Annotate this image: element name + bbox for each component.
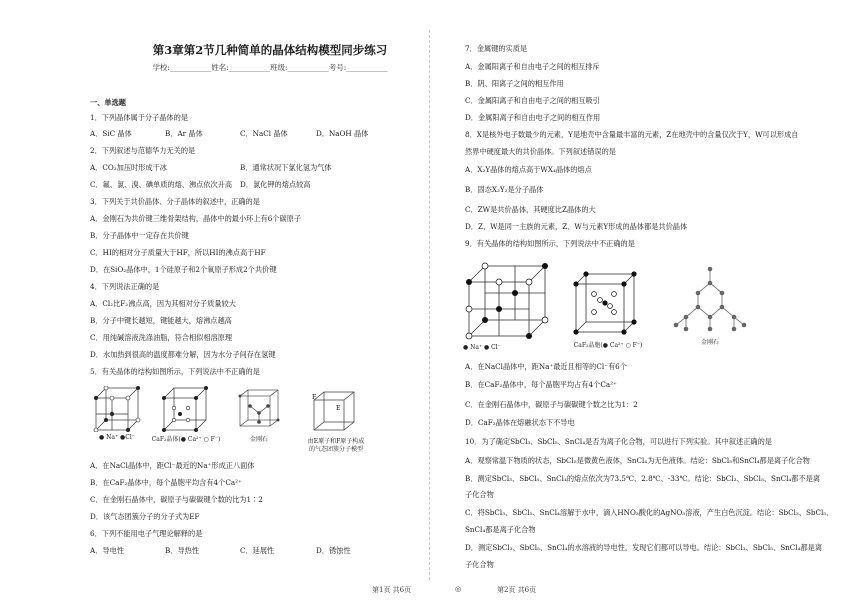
section-heading: 一、单选题	[90, 98, 126, 107]
q9-caption-nacl: ● Na⁺ ● Cl⁻	[463, 344, 501, 351]
q8-option-d: D．Z、W是同一主族的元素，Z、W与元素Y形成的晶体都是共价晶体	[465, 222, 688, 231]
q6-option-a: A．导电性	[90, 546, 124, 555]
q1-option-c: C．NaCl 晶体	[240, 129, 288, 138]
q10-option-c-cont: SnCl₄都是离子化合物	[465, 525, 536, 534]
page-divider	[429, 30, 430, 580]
nacl-cell-figure	[463, 262, 549, 340]
q1-option-b: B．Ar 晶体	[165, 129, 203, 138]
q7-option-b: B．阴、阳离子之间的相互作用	[465, 79, 564, 88]
q7-option-d: D．金属阳离子和自由电子之间的相互作用	[465, 113, 601, 122]
question-2: 2．下列叙述与范德华力无关的是	[90, 146, 196, 155]
diamond-lattice-figure	[670, 265, 750, 333]
nacl-cube-figure	[92, 386, 142, 432]
q9-option-b: B．在CaF₂晶体中，每个晶胞平均占有4个Ca²⁺	[465, 380, 617, 389]
cluster-label-e: E	[336, 405, 341, 412]
question-5: 5．有关晶体的结构如图所示，下列说法中不正确的是	[90, 367, 260, 376]
caf2-cell-figure	[572, 270, 638, 336]
question-9: 9．有关晶体的结构如图所示，下列说法中不正确的是	[465, 239, 635, 248]
question-7: 7．金属键的实质是	[465, 44, 528, 53]
q5-option-b: B．在CaF₂晶体中，每个晶胞平均含有4个Ca²⁺	[90, 478, 242, 487]
q5-caption-cluster-1: 由E原子和F原子构成	[307, 438, 365, 445]
question-6: 6．下列不能用电子气理论解释的是	[90, 529, 203, 538]
student-info-line: 学校:___________姓名:___________班级:___________考号:___________	[152, 63, 388, 72]
q8-option-c: C．ZW是共价晶体，其硬度比Z晶体的大	[465, 205, 596, 214]
q10-option-d-cont: 子化合物	[465, 560, 494, 569]
q7-option-c: C．金属阳离子和自由电子之间的相互吸引	[465, 96, 600, 105]
q10-option-b: B．测定SbCl₃、SbCl₅、SnCl₄的熔点依次为73.5℃、2.8℃、-33℃。结论：SbCl₃、SbCl₅、SnCl₄都不是离	[465, 474, 821, 483]
q10-option-b-cont: 子化合物	[465, 490, 494, 499]
q9-caption-caf2: CaF₂晶胞(● Ca²⁺ ○ F⁻)	[573, 342, 643, 349]
diamond-figure	[236, 386, 282, 432]
q4-option-b: B．分子中键长越短，键能越大，熔沸点越高	[90, 316, 232, 325]
q10-option-a: A．观察常温下物质的状态，SbCl₅是微黄色液体，SnCl₄为无色液体。结论：SbCl₅和SnCl₄都是离子化合物	[465, 456, 810, 465]
q3-option-d: D．在SiO₂晶体中，1个硅原子和2个氧原子形成2个共价键	[90, 265, 277, 274]
q6-option-b: B．导热性	[165, 546, 200, 555]
question-8-cont: 然界中硬度最大的共价晶体。下列叙述错误的是	[465, 147, 616, 156]
q3-option-a: A．金刚石为共价键三维骨架结构，晶体中的最小环上有6个碳原子	[90, 214, 302, 223]
footer-center-mark: ◎	[455, 585, 462, 593]
q2-option-b: B．通常状况下氯化氢为气体	[240, 163, 332, 172]
q1-option-a: A．SiC 晶体	[90, 129, 132, 138]
q5-caption-diamond: 金刚石	[249, 436, 268, 443]
q2-option-d: D．氯化钾的熔点较高	[240, 180, 311, 189]
question-1: 1．下列晶体属于分子晶体的是	[90, 113, 189, 122]
q8-option-a: A．X₂Y晶体的熔点高于WX₄晶体的熔点	[465, 165, 592, 174]
footer-right-page-number: 第2页 共6页	[497, 586, 537, 594]
q9-option-c: C．在金刚石晶体中，碳原子与碳碳键个数之比为1：2	[465, 400, 638, 409]
footer-left-page-number: 第1页 共6页	[372, 586, 412, 594]
q5-caption-caf2: CaF₂晶体(● Ca²⁺ ○ F⁻)	[151, 436, 221, 443]
q8-option-b: B．固态X₂Y₂是分子晶体	[465, 185, 544, 194]
q4-option-d: D．水加热到很高的温度都难分解，因为水分子间存在氢键	[90, 350, 276, 359]
q6-option-c: C．延展性	[240, 546, 275, 555]
q9-caption-diamond: 金刚石	[700, 339, 719, 346]
q3-option-c: C．HI的相对分子质量大于HF，所以HI的沸点高于HF	[90, 248, 266, 257]
q10-option-d: D．测定SbCl₃、SbCl₅、SnCl₄的水溶液的导电性，发现它们都可以导电。结论：SbCl₃、SbCl₅、SnCl₄都是离	[465, 543, 823, 552]
q5-caption-cluster-2: 的气态团簇分子模型	[308, 446, 363, 453]
q2-option-c: C．氟、氯、溴、碘单质的熔、沸点依次升高	[90, 180, 233, 189]
q5-option-a: A．在NaCl晶体中，距Cl⁻最近的Na⁺形成正八面体	[90, 461, 255, 470]
cluster-label-f: F	[312, 394, 317, 401]
q10-option-c: C．将SbCl₃、SbCl₅、SnCl₄溶解于水中，滴入HNO₃酸化的AgNO₃溶液，产生白色沉淀。结论：SbCl₃、SbCl₅、	[465, 508, 834, 517]
cluster-molecule-figure	[310, 390, 360, 436]
question-3: 3．下列关于共价晶体、分子晶体的叙述中，正确的是	[90, 197, 260, 206]
q3-option-b: B．分子晶体中一定存在共价键	[90, 231, 189, 240]
q6-option-d: D．锈蚀性	[316, 546, 351, 555]
q9-option-a: A．在NaCl晶体中，距Na⁺最近且相等的Cl⁻有6个	[465, 362, 627, 371]
question-4: 4．下列说法正确的是	[90, 282, 160, 291]
q5-option-c: C．在金刚石晶体中，碳原子与碳碳键个数的比为1∶2	[90, 495, 263, 504]
q1-option-d: D．NaOH 晶体	[316, 129, 369, 138]
caf2-cube-figure	[160, 386, 210, 432]
question-8: 8．X是核外电子数最少的元素，Y是地壳中含量最丰富的元素，Z在地壳中的含量仅次于Y，W可以形成自	[465, 130, 799, 139]
q9-option-d: D．CaF₂晶体在熔融状态下不导电	[465, 418, 575, 427]
q2-option-a: A．CO₂加压时形成干冰	[90, 163, 167, 172]
q4-option-c: C．用纯碱溶液洗涤油脂，符合相似相溶原理	[90, 333, 233, 342]
q7-option-a: A．金属阳离子和自由电子之间的相互排斥	[465, 62, 600, 71]
q5-caption-nacl: ● Na⁺ ●Cl⁻	[99, 434, 135, 441]
q4-option-a: A．Cl₂比F₂沸点高，因为其相对分子质量较大	[90, 299, 236, 308]
question-10: 10．为了确定SbCl₃、SbCl₅、SnCl₄是否为离子化合物，可以进行下列实验。其中叙述正确的是	[465, 437, 772, 446]
q5-option-d: D．该气态团簇分子的分子式为EF	[90, 512, 200, 521]
page-title: 第3章第2节几种简单的晶体结构模型同步练习	[152, 43, 388, 57]
